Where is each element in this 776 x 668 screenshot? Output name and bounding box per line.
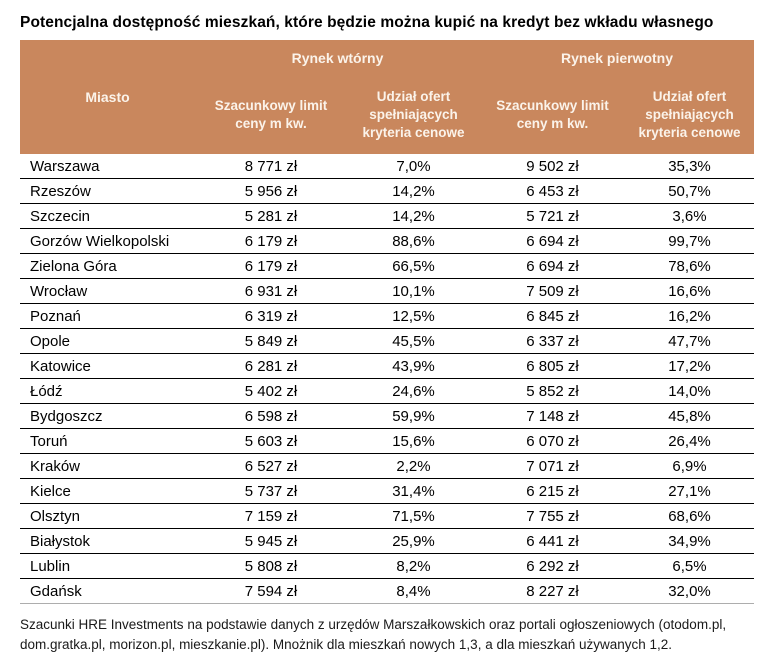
value-cell: 7 159 zł	[195, 504, 347, 529]
value-cell: 6 527 zł	[195, 454, 347, 479]
table-row	[20, 579, 754, 604]
value-cell: 7,0%	[347, 154, 480, 179]
column-header-secondary-limit: Szacunkowy limit ceny m kw.	[195, 76, 347, 154]
table-body	[20, 154, 754, 604]
value-cell: 6,9%	[625, 454, 754, 479]
table-row	[20, 529, 754, 554]
value-cell: 6 441 zł	[480, 529, 625, 554]
value-cell: 6 805 zł	[480, 354, 625, 379]
column-header-primary-share: Udział ofert spełniających kryteria cenowe	[625, 76, 754, 154]
city-cell: Gorzów Wielkopolski	[20, 229, 195, 254]
city-cell: Białystok	[20, 529, 195, 554]
table-row	[20, 304, 754, 329]
source-note-line-1: Szacunki HRE Investments na podstawie danych z urzędów Marszałkowskich oraz portali ogłoszeniowych (otodom.pl,	[20, 617, 727, 632]
value-cell: 6 694 zł	[480, 254, 625, 279]
value-cell: 5 808 zł	[195, 554, 347, 579]
value-cell: 45,5%	[347, 329, 480, 354]
city-cell: Kraków	[20, 454, 195, 479]
value-cell: 5 737 zł	[195, 479, 347, 504]
value-cell: 68,6%	[625, 504, 754, 529]
table-row	[20, 154, 754, 179]
value-cell: 5 849 zł	[195, 329, 347, 354]
value-cell: 8,4%	[347, 579, 480, 604]
value-cell: 6 281 zł	[195, 354, 347, 379]
value-cell: 12,5%	[347, 304, 480, 329]
value-cell: 50,7%	[625, 179, 754, 204]
city-cell: Bydgoszcz	[20, 404, 195, 429]
value-cell: 66,5%	[347, 254, 480, 279]
value-cell: 14,2%	[347, 179, 480, 204]
city-cell: Toruń	[20, 429, 195, 454]
value-cell: 59,9%	[347, 404, 480, 429]
source-note-line-2: dom.gratka.pl, morizon.pl, mieszkanie.pl). Mnożnik dla mieszkań nowych 1,3, a dla mieszkań używanych 1,2.	[20, 636, 673, 652]
value-cell: 24,6%	[347, 379, 480, 404]
table-row	[20, 379, 754, 404]
value-cell: 6 931 zł	[195, 279, 347, 304]
table-row	[20, 554, 754, 579]
value-cell: 78,6%	[625, 254, 754, 279]
city-cell: Poznań	[20, 304, 195, 329]
value-cell: 8 771 zł	[195, 154, 347, 179]
value-cell: 71,5%	[347, 504, 480, 529]
value-cell: 26,4%	[625, 429, 754, 454]
column-header-secondary-share: Udział ofert spełniających kryteria cenowe	[347, 76, 480, 154]
city-cell: Lublin	[20, 554, 195, 579]
value-cell: 5 402 zł	[195, 379, 347, 404]
table-row	[20, 404, 754, 429]
value-cell: 5 281 zł	[195, 204, 347, 229]
city-cell: Opole	[20, 329, 195, 354]
value-cell: 6 070 zł	[480, 429, 625, 454]
table-row	[20, 179, 754, 204]
value-cell: 35,3%	[625, 154, 754, 179]
column-group-primary-market: Rynek pierwotny	[480, 40, 754, 76]
value-cell: 45,8%	[625, 404, 754, 429]
table-header	[20, 40, 754, 154]
value-cell: 6 215 zł	[480, 479, 625, 504]
column-header-primary-limit: Szacunkowy limit ceny m kw.	[480, 76, 625, 154]
value-cell: 17,2%	[625, 354, 754, 379]
housing-availability-table	[20, 40, 754, 604]
city-cell: Warszawa	[20, 154, 195, 179]
city-cell: Rzeszów	[20, 179, 195, 204]
column-group-secondary-market: Rynek wtórny	[195, 40, 480, 76]
table-row	[20, 479, 754, 504]
value-cell: 25,9%	[347, 529, 480, 554]
value-cell: 14,2%	[347, 204, 480, 229]
value-cell: 16,2%	[625, 304, 754, 329]
value-cell: 15,6%	[347, 429, 480, 454]
value-cell: 6 179 zł	[195, 229, 347, 254]
city-cell: Łódź	[20, 379, 195, 404]
value-cell: 31,4%	[347, 479, 480, 504]
city-cell: Kielce	[20, 479, 195, 504]
value-cell: 6 845 zł	[480, 304, 625, 329]
value-cell: 27,1%	[625, 479, 754, 504]
page-title: Potencjalna dostępność mieszkań, które będzie można kupić na kredyt bez wkładu własnego	[20, 14, 714, 31]
city-cell: Szczecin	[20, 204, 195, 229]
table-row	[20, 329, 754, 354]
table-row	[20, 454, 754, 479]
value-cell: 5 945 zł	[195, 529, 347, 554]
value-cell: 99,7%	[625, 229, 754, 254]
value-cell: 32,0%	[625, 579, 754, 604]
value-cell: 8,2%	[347, 554, 480, 579]
value-cell: 6 319 zł	[195, 304, 347, 329]
value-cell: 7 594 zł	[195, 579, 347, 604]
source-note	[20, 615, 756, 654]
city-cell: Katowice	[20, 354, 195, 379]
city-cell: Wrocław	[20, 279, 195, 304]
value-cell: 5 721 zł	[480, 204, 625, 229]
table-row	[20, 229, 754, 254]
city-cell: Olsztyn	[20, 504, 195, 529]
value-cell: 43,9%	[347, 354, 480, 379]
value-cell: 6 694 zł	[480, 229, 625, 254]
value-cell: 3,6%	[625, 204, 754, 229]
table-row	[20, 204, 754, 229]
value-cell: 5 956 zł	[195, 179, 347, 204]
table-row	[20, 504, 754, 529]
value-cell: 2,2%	[347, 454, 480, 479]
value-cell: 9 502 zł	[480, 154, 625, 179]
value-cell: 7 755 zł	[480, 504, 625, 529]
value-cell: 7 071 zł	[480, 454, 625, 479]
value-cell: 5 852 zł	[480, 379, 625, 404]
value-cell: 16,6%	[625, 279, 754, 304]
city-cell: Gdańsk	[20, 579, 195, 604]
value-cell: 6,5%	[625, 554, 754, 579]
city-cell: Zielona Góra	[20, 254, 195, 279]
value-cell: 7 509 zł	[480, 279, 625, 304]
value-cell: 47,7%	[625, 329, 754, 354]
table-row	[20, 279, 754, 304]
column-header-city: Miasto	[20, 40, 195, 154]
value-cell: 6 337 zł	[480, 329, 625, 354]
value-cell: 6 598 zł	[195, 404, 347, 429]
value-cell: 6 453 zł	[480, 179, 625, 204]
value-cell: 6 179 zł	[195, 254, 347, 279]
value-cell: 14,0%	[625, 379, 754, 404]
value-cell: 34,9%	[625, 529, 754, 554]
value-cell: 5 603 zł	[195, 429, 347, 454]
table-row	[20, 254, 754, 279]
value-cell: 10,1%	[347, 279, 480, 304]
value-cell: 7 148 zł	[480, 404, 625, 429]
table-row	[20, 429, 754, 454]
value-cell: 88,6%	[347, 229, 480, 254]
value-cell: 8 227 zł	[480, 579, 625, 604]
value-cell: 6 292 zł	[480, 554, 625, 579]
table-row	[20, 354, 754, 379]
